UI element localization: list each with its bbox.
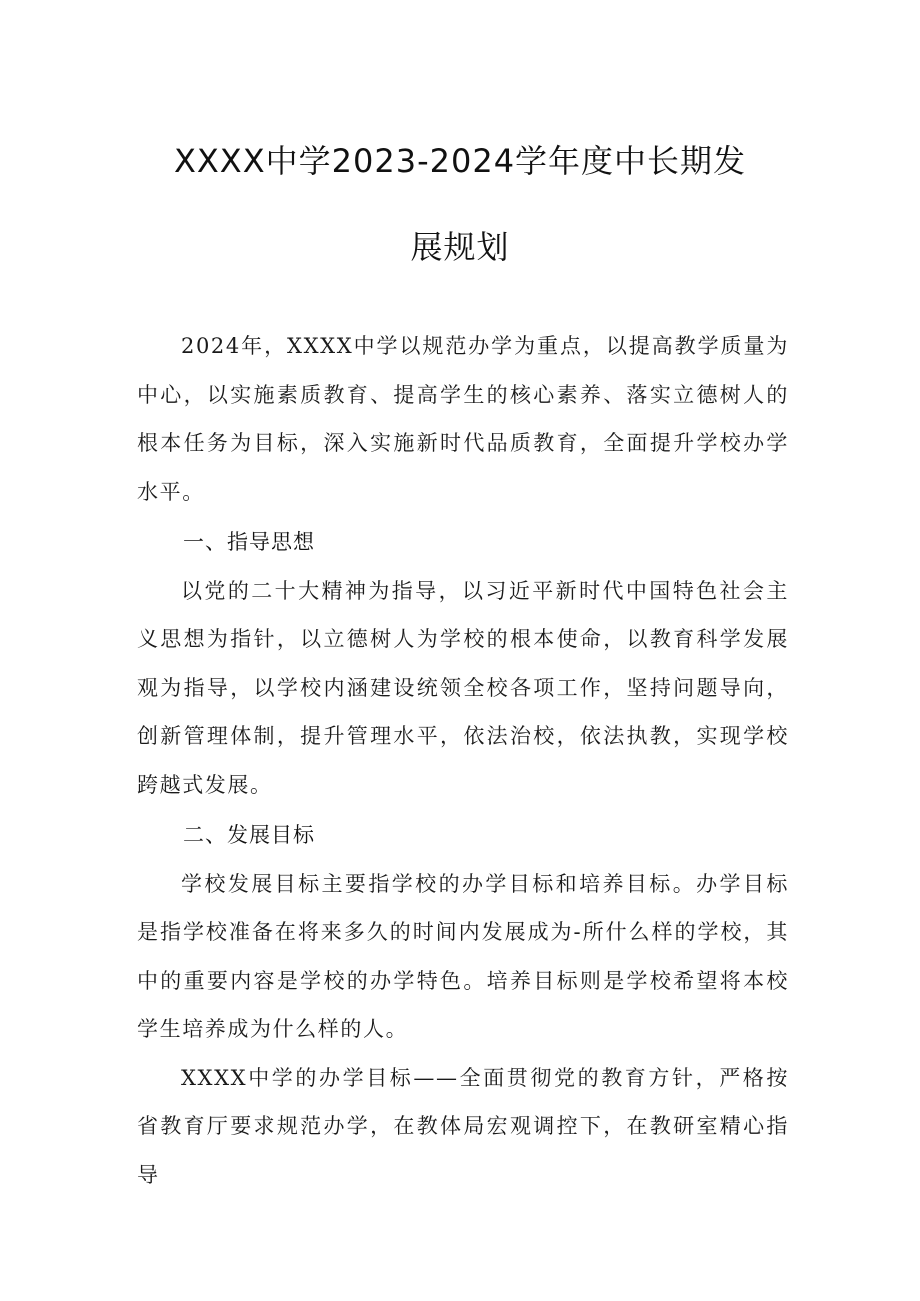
section-heading-development-goals: 二、发展目标 xyxy=(183,823,315,847)
school-goals-paragraph: XXXX中学的办学目标——全面贯彻党的教育方针，严格按省教育厅要求规范办学，在教体局宏观调控下，在教研室精心指导 xyxy=(137,1065,789,1187)
guiding-ideology-paragraph: 以党的二十大精神为指导，以习近平新时代中国特色社会主义思想为指针，以立德树人为学校的根本使命，以教育科学发展观为指导，以学校内涵建设统领全校各项工作，坚持问题导向，创新管理体制，提升管理水平，依法治校，依法执教，实现学校跨越式发展。 xyxy=(137,578,789,797)
intro-paragraph: 2024年，XXXX中学以规范办学为重点，以提高教学质量为中心，以实施素质教育、提高学生的核心素养、落实立德树人的根本任务为目标，深入实施新时代品质教育，全面提升学校办学水平。 xyxy=(137,334,789,504)
document-title-line-2: 展规划 xyxy=(410,228,510,266)
document-body xyxy=(137,322,789,1199)
document-title-line-1: XXXX中学2023-2024学年度中长期发 xyxy=(173,142,747,180)
development-goals-paragraph: 学校发展目标主要指学校的办学目标和培养目标。办学目标是指学校准备在将来多久的时间内发展成为-所什么样的学校，其中的重要内容是学校的办学特色。培养目标则是学校希望将本校学生培养成为什么样的人。 xyxy=(137,871,789,1041)
section-heading-guiding-ideology: 一、指导思想 xyxy=(183,530,315,554)
